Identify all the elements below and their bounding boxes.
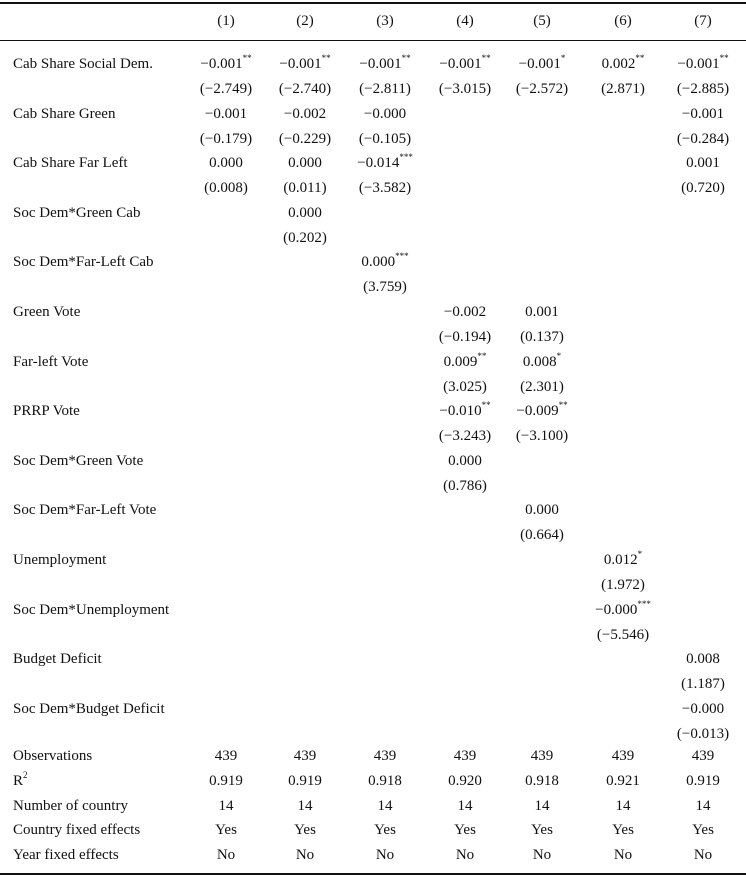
t-statistic: (−3.582) — [358, 180, 412, 197]
stat-value: No — [613, 847, 633, 864]
coefficient-value: 0.000 — [361, 254, 396, 271]
stat-value: Yes — [294, 822, 316, 839]
stat-value: 0.918 — [368, 772, 402, 789]
coefficient — [682, 105, 724, 123]
t-statistic: (−2.811) — [359, 81, 411, 97]
coefficient-value: 0.008 — [522, 353, 557, 370]
stat-label-text: Observations — [13, 748, 93, 764]
coefficient-value: 0.000 — [209, 155, 243, 172]
stat-value: No — [375, 847, 395, 864]
row-label: Green Vote — [13, 304, 81, 320]
t-statistic: (1.972) — [601, 577, 645, 593]
t-statistic: (0.137) — [520, 329, 564, 345]
stat-value: 0.919 — [209, 772, 243, 789]
coefficient-value: 0.000 — [288, 155, 322, 172]
stat-value: No — [216, 847, 236, 864]
stat-label — [13, 821, 140, 839]
t-statistic: (−2.885) — [676, 81, 730, 97]
t-statistic: (−2.740) — [278, 81, 332, 97]
coefficient-value: 0.000 — [525, 502, 559, 519]
coefficient — [522, 350, 562, 371]
t-statistic: (−2.572) — [515, 81, 569, 97]
stat-value: 439 — [611, 748, 635, 764]
stat-value: 14 — [534, 797, 550, 814]
significance-stars: ** — [719, 53, 729, 63]
stat-value: 439 — [691, 748, 715, 764]
stat-value: 0.919 — [686, 772, 720, 789]
t-statistic: (0.202) — [283, 229, 327, 246]
row-label: Soc Dem*Green Cab — [13, 204, 141, 221]
coefficient — [525, 303, 559, 321]
coefficient — [525, 501, 559, 519]
t-statistic: (−5.546) — [596, 626, 650, 643]
table-header-rule — [0, 40, 746, 41]
column-header: (6) — [614, 13, 632, 29]
significance-stars: * — [637, 549, 643, 559]
t-statistic: (3.025) — [443, 378, 487, 395]
coefficient-value: −0.001 — [204, 105, 248, 122]
row-label: Soc Dem*Budget Deficit — [13, 700, 165, 717]
stat-label — [13, 846, 119, 864]
t-statistic: (2.871) — [601, 81, 645, 97]
stat-label-superscript: 2 — [23, 769, 28, 780]
stat-value: 0.921 — [606, 772, 640, 789]
t-statistic: (−3.015) — [438, 81, 492, 97]
coefficient-value: −0.009 — [516, 403, 559, 420]
significance-stars: ** — [401, 53, 411, 63]
stat-value: 0.918 — [525, 772, 559, 789]
coefficient — [439, 402, 490, 420]
stat-value: 14 — [457, 797, 473, 814]
column-header: (1) — [217, 13, 235, 29]
coefficient — [357, 154, 413, 172]
coefficient — [677, 55, 728, 73]
coefficient — [595, 598, 651, 619]
stat-value: Yes — [692, 822, 714, 839]
coefficient — [359, 55, 410, 73]
t-statistic: (0.664) — [520, 527, 564, 544]
coefficient-value: −0.001 — [677, 56, 720, 72]
significance-stars: ** — [635, 53, 645, 63]
t-statistic: (0.011) — [283, 180, 327, 197]
column-header: (2) — [296, 13, 314, 29]
column-header: (3) — [376, 13, 394, 29]
stat-value: Yes — [531, 822, 553, 839]
significance-stars: *** — [395, 251, 409, 262]
coefficient-value: −0.000 — [595, 601, 638, 618]
coefficient-value: 0.000 — [288, 204, 322, 221]
t-statistic: (−0.284) — [676, 130, 730, 147]
row-label: Soc Dem*Far-Left Vote — [13, 502, 157, 519]
stat-label-text: Number of country — [13, 797, 128, 814]
t-statistic: (2.301) — [520, 378, 564, 395]
coefficient — [444, 303, 486, 321]
stat-value: Yes — [612, 822, 634, 839]
significance-stars: ** — [558, 400, 568, 411]
stat-value: 0.919 — [288, 772, 322, 789]
coefficient — [516, 402, 567, 420]
row-label: Cab Share Social Dem. — [13, 56, 153, 72]
row-label: Far-left Vote — [13, 353, 89, 370]
stat-label-text: R — [13, 772, 24, 789]
coefficient — [686, 650, 720, 668]
coefficient-value: −0.001 — [359, 56, 402, 72]
stat-value: 14 — [695, 797, 711, 814]
coefficient-value: −0.000 — [363, 105, 407, 122]
coefficient-value: 0.002 — [601, 56, 636, 72]
column-header: (7) — [694, 13, 712, 29]
t-statistic: (0.008) — [204, 180, 248, 197]
coefficient-value: 0.008 — [686, 651, 720, 668]
t-statistic: (1.187) — [681, 676, 725, 693]
coefficient — [443, 350, 487, 371]
stat-value: Yes — [454, 822, 476, 839]
coefficient — [686, 154, 720, 172]
coefficient — [439, 55, 490, 73]
t-statistic: (−0.013) — [676, 725, 730, 742]
row-label: Budget Deficit — [13, 651, 102, 668]
stat-value: No — [455, 847, 475, 864]
significance-stars: ** — [477, 350, 487, 361]
stat-value: 14 — [218, 797, 234, 814]
coefficient — [200, 55, 251, 73]
t-statistic: (−2.749) — [199, 81, 253, 97]
stat-value: 14 — [377, 797, 393, 814]
coefficient — [288, 154, 322, 172]
stat-value: No — [532, 847, 552, 864]
t-statistic: (−3.243) — [438, 428, 492, 445]
row-label: Cab Share Green — [13, 105, 116, 122]
row-label: PRRP Vote — [13, 403, 80, 420]
coefficient — [448, 452, 482, 470]
stat-label — [13, 769, 28, 790]
stat-label-text: Year fixed effects — [13, 847, 119, 864]
significance-stars: *** — [399, 152, 413, 163]
column-header: (4) — [456, 13, 474, 29]
coefficient — [602, 55, 645, 73]
t-statistic: (0.720) — [681, 180, 725, 197]
coefficient-value: 0.001 — [525, 304, 559, 320]
coefficient — [205, 105, 247, 123]
coefficient-value: −0.001 — [279, 56, 322, 72]
row-label: Unemployment — [13, 552, 107, 568]
coefficient — [279, 55, 330, 73]
stat-value: Yes — [374, 822, 396, 839]
stat-label — [13, 797, 128, 815]
coefficient — [364, 105, 406, 123]
stat-value: 439 — [293, 748, 317, 764]
coefficient — [682, 700, 724, 718]
significance-stars: ** — [321, 53, 331, 63]
t-statistic: (−0.179) — [199, 130, 253, 147]
coefficient — [288, 204, 322, 222]
coefficient-value: −0.001 — [681, 105, 725, 122]
table-bottom-rule — [0, 873, 746, 875]
stat-value: 14 — [615, 797, 631, 814]
stat-value: No — [693, 847, 713, 864]
coefficient-value: −0.001 — [200, 56, 243, 72]
coefficient — [284, 105, 326, 123]
coefficient-value: −0.002 — [443, 304, 487, 320]
coefficient — [361, 253, 408, 271]
table-top-rule — [0, 2, 746, 4]
row-label: Soc Dem*Unemployment — [13, 601, 170, 618]
coefficient — [604, 551, 642, 569]
significance-stars: *** — [637, 598, 651, 609]
coefficient-value: −0.001 — [518, 56, 561, 72]
coefficient-value: −0.000 — [681, 700, 725, 717]
t-statistic: (3.759) — [363, 279, 407, 296]
stat-label — [13, 747, 92, 765]
significance-stars: ** — [481, 400, 491, 411]
coefficient-value: −0.014 — [357, 155, 400, 172]
significance-stars: ** — [481, 53, 491, 63]
coefficient — [209, 154, 243, 172]
stat-value: 439 — [453, 748, 477, 764]
column-header: (5) — [533, 13, 551, 29]
coefficient-value: −0.001 — [439, 56, 482, 72]
t-statistic: (0.786) — [443, 477, 487, 494]
stat-value: 439 — [530, 748, 554, 764]
t-statistic: (−0.229) — [278, 130, 332, 147]
row-label: Cab Share Far Left — [13, 155, 128, 172]
significance-stars: * — [556, 350, 562, 361]
coefficient — [519, 55, 566, 73]
row-label: Soc Dem*Far-Left Cab — [13, 254, 154, 271]
stat-value: Yes — [215, 822, 237, 839]
row-label: Soc Dem*Green Vote — [13, 452, 144, 469]
stat-value: 439 — [373, 748, 397, 764]
t-statistic: (−0.105) — [358, 130, 412, 147]
t-statistic: (−0.194) — [438, 329, 492, 345]
stat-value: 439 — [214, 748, 238, 764]
t-statistic: (−3.100) — [515, 428, 569, 445]
stat-value: No — [295, 847, 315, 864]
coefficient-value: 0.001 — [686, 155, 720, 172]
coefficient-value: 0.000 — [448, 452, 482, 469]
significance-stars: ** — [242, 53, 252, 63]
stat-label-text: Country fixed effects — [13, 822, 141, 839]
stat-value: 0.920 — [448, 772, 482, 789]
coefficient-value: −0.002 — [283, 105, 327, 122]
stat-value: 14 — [297, 797, 313, 814]
coefficient-value: 0.009 — [443, 353, 478, 370]
coefficient-value: −0.010 — [439, 403, 482, 420]
coefficient-value: 0.012 — [603, 552, 638, 568]
significance-stars: * — [560, 53, 566, 63]
